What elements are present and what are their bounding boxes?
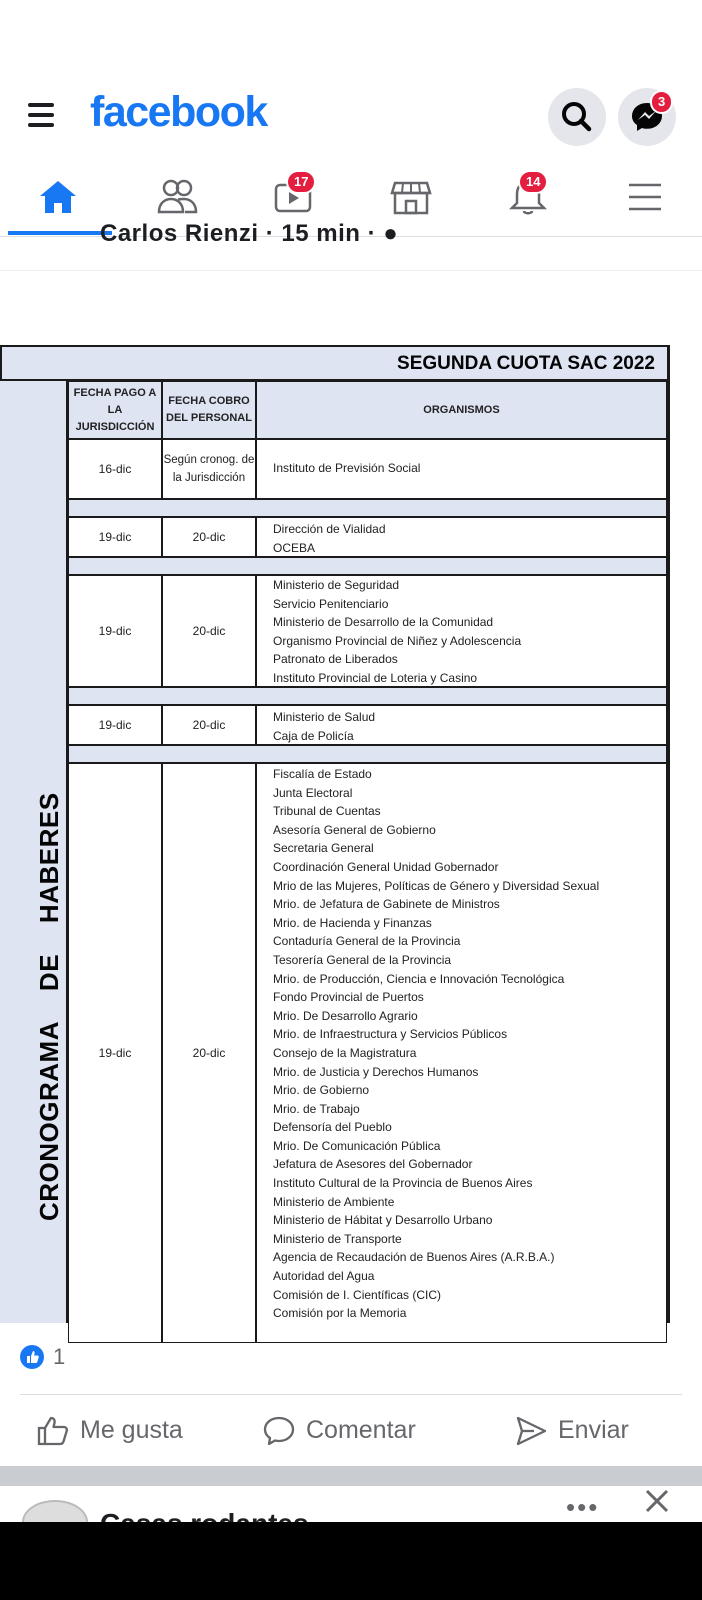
org-item: Defensoría del Pueblo [273,1120,392,1135]
friends-icon [155,177,199,217]
actions-divider [20,1394,682,1395]
system-navigation-bar [0,1522,702,1600]
org-item: Mrio. de Justicia y Derechos Humanos [273,1064,479,1079]
row-2-orgs [256,517,667,557]
side-title: CRONOGRAMA DE HABERES [34,792,64,1221]
row-3-pago: 19-dic [68,575,162,687]
hamburger-menu-icon[interactable] [28,103,54,129]
org-item: Ministerio de Salud [273,710,376,724]
org-item: Mrio. de Hacienda y Finanzas [273,915,432,930]
row-4-pago: 19-dic [68,705,162,745]
send-icon [514,1415,548,1447]
thumbs-up-icon [36,1415,70,1447]
row-4-orgs [256,705,667,745]
org-item: Tribunal de Cuentas [273,804,381,819]
send-button[interactable] [514,1412,664,1452]
org-item: Ministerio de Seguridad [273,578,400,592]
notifications-badge: 14 [518,170,548,194]
row-2-pago: 19-dic [68,517,162,557]
messenger-badge: 3 [650,90,673,114]
video-badge: 17 [286,170,316,194]
feed-separator [0,1466,702,1486]
org-item: Instituto Cultural de la Provincia de Buenos Aires [273,1176,533,1191]
search-icon [548,88,606,146]
home-icon [38,177,78,217]
schedule-title: SEGUNDA CUOTA SAC 2022 [397,353,655,374]
org-item: Ministerio de Transporte [273,1231,402,1246]
row-1-orgs [256,439,667,499]
org-item: Consejo de la Magistratura [273,1045,417,1060]
row-2-cobro: 20-dic [162,517,256,557]
schedule-table [0,345,670,1323]
org-item: Mrio. de Trabajo [273,1101,360,1116]
org-item: Servicio Penitenciario [273,596,389,611]
org-item: Instituto de Previsión Social [273,461,421,475]
more-options-icon[interactable]: ••• [566,1492,600,1522]
row-3-orgs [256,575,667,687]
row-1-pago: 16-dic [68,439,162,499]
app-header [0,0,702,160]
org-item: Fondo Provincial de Puertos [273,990,424,1005]
org-item: Mrio. de Infraestructura y Servicios Públicos [273,1027,508,1042]
org-item: Organismo Provincial de Niñez y Adolescencia [273,633,522,648]
comment-icon [262,1415,296,1447]
header-fecha-cobro: FECHA COBRO DEL PERSONAL [162,381,256,439]
org-item: Patronato de Liberados [273,652,398,667]
post-image-schedule[interactable] [0,345,670,1323]
org-item: Comisión de I. Científicas (CIC) [273,1287,442,1302]
org-item: Mrio. de Producción, Ciencia e Innovación Tecnológica [273,971,565,986]
row-1-cobro: Según cronog. de la Jurisdicción [162,439,256,499]
reaction-count: 1 [53,1344,66,1369]
row-4-cobro: 20-dic [162,705,256,745]
send-label: Enviar [558,1416,629,1444]
org-item: Autoridad del Agua [273,1269,375,1284]
schedule-title-row [0,345,667,381]
org-item: Secretaria General [273,841,374,856]
post-divider [0,270,702,271]
comment-label: Comentar [306,1416,416,1444]
post-author-cut[interactable]: Carlos Rienzi · 15 min · ● [100,220,399,247]
row-5-cobro: 20-dic [162,763,256,1343]
row-separator [68,557,667,575]
org-item: Mrio. de Gobierno [273,1083,370,1098]
row-3-cobro: 20-dic [162,575,256,687]
row-5-pago: 19-dic [68,763,162,1343]
org-item: Fiscalía de Estado [273,767,372,781]
org-item: Junta Electoral [273,785,353,800]
like-label: Me gusta [80,1416,183,1444]
side-title-column [0,381,68,1323]
row-5-orgs [256,763,667,1343]
org-item: Comisión por la Memoria [273,1306,407,1321]
org-item: Mrio. De Comunicación Pública [273,1138,441,1153]
tab-notifications[interactable] [468,160,585,236]
next-post-header[interactable] [0,1486,702,1520]
org-item: Mrio. de Jefatura de Gabinete de Ministros [273,897,500,912]
org-item: Coordinación General Unidad Gobernador [273,859,499,874]
menu-lines-icon [623,177,667,217]
close-icon[interactable] [642,1486,672,1516]
row-separator [68,745,667,763]
row-separator [68,687,667,705]
org-item: Mrio. De Desarrollo Agrario [273,1008,418,1023]
org-item: Asesoría General de Gobierno [273,822,436,837]
facebook-logo[interactable]: facebook [90,88,267,136]
marketplace-icon [389,177,433,217]
org-item: Mrio de las Mujeres, Políticas de Género y Diversidad Sexual [273,878,600,893]
org-item: Contaduría General de la Provincia [273,934,461,949]
like-button[interactable] [36,1412,206,1452]
header-organismos: ORGANISMOS [256,381,667,439]
tab-menu[interactable] [585,160,702,236]
org-item: Jefatura de Asesores del Gobernador [273,1157,473,1172]
org-item: Ministerio de Hábitat y Desarrollo Urbano [273,1213,493,1228]
org-item: Dirección de Vialidad [273,522,386,536]
org-item: Ministerio de Desarrollo de la Comunidad [273,615,494,630]
like-reaction-icon [20,1345,44,1369]
messenger-button[interactable] [618,88,676,146]
org-item: OCEBA [273,540,316,555]
active-tab-indicator [8,231,112,235]
org-item: Caja de Policía [273,728,354,743]
org-item: Agencia de Recaudación de Buenos Aires (A.R.B.A.) [273,1250,555,1265]
org-item: Tesorería General de la Provincia [273,952,452,967]
row-separator [68,499,667,517]
org-item: Instituto Provincial de Loteria y Casino [273,670,478,685]
header-fecha-pago: FECHA PAGO A LA JURISDICCIÓN [68,381,162,439]
comment-button[interactable] [262,1412,442,1452]
org-item: Ministerio de Ambiente [273,1194,395,1209]
search-button[interactable] [548,88,606,146]
